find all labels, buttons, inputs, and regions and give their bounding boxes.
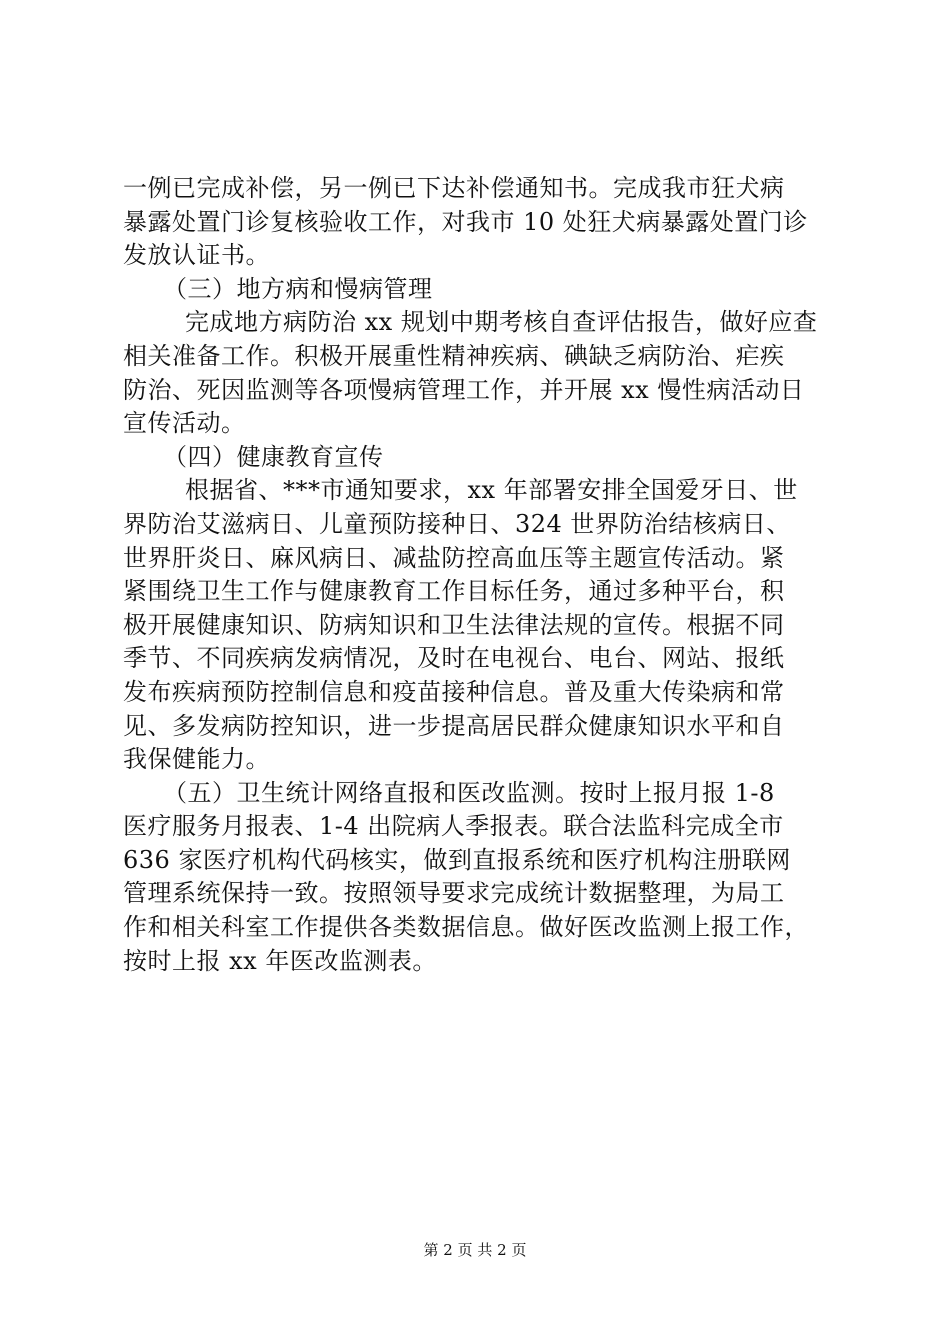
section-heading-4: （四）健康教育宣传 [163,442,384,471]
text-line-6: 相关准备工作。积极开展重性精神疾病、碘缺乏病防治、疟疾 [123,341,785,370]
text-line-16: 发布疾病预防控制信息和疫苗接种信息。普及重大传染病和常 [123,677,785,706]
text-line-1: 一例已完成补偿，另一例已下达补偿通知书。完成我市狂犬病 [123,174,785,202]
text-line-15: 季节、不同疾病发病情况，及时在电视台、电台、网站、报纸 [123,644,785,673]
document-body [123,172,833,978]
text-line-24: 按时上报 xx 年医改监测表。 [123,946,437,975]
text-line-23: 作和相关科室工作提供各类数据信息。做好医改监测上报工作， [123,913,809,942]
section-heading-5: （五）卫生统计网络直报和医改监测。按时上报月报 1-8 [163,778,775,807]
text-line-5: 完成地方病防治 xx 规划中期考核自查评估报告，做好应查 [185,308,818,337]
text-line-8: 宣传活动。 [123,409,246,438]
text-line-3: 发放认证书。 [123,241,270,270]
text-line-12: 世界肝炎日、麻风病日、减盐防控高血压等主题宣传活动。紧 [123,543,785,572]
text-line-2: 暴露处置门诊复核验收工作，对我市 10 处狂犬病暴露处置门诊 [123,207,808,236]
page-footer: 第 2 页 共 2 页 [423,1241,527,1259]
text-line-22: 管理系统保持一致。按照领导要求完成统计数据整理，为局工 [123,879,785,908]
text-line-11: 界防治艾滋病日、儿童预防接种日、324 世界防治结核病日、 [123,509,791,538]
text-line-14: 极开展健康知识、防病知识和卫生法律法规的宣传。根据不同 [123,610,785,639]
text-line-18: 我保健能力。 [123,745,270,774]
text-line-10: 根据省、***市通知要求，xx 年部署安排全国爱牙日、世 [185,476,798,505]
text-line-20: 医疗服务月报表、1-4 出院病人季报表。联合法监科完成全市 [123,812,784,841]
text-line-7: 防治、死因监测等各项慢病管理工作，并开展 xx 慢性病活动日 [123,375,805,404]
text-line-13: 紧围绕卫生工作与健康教育工作目标任务，通过多种平台，积 [123,577,785,606]
text-line-21: 636 家医疗机构代码核实，做到直报系统和医疗机构注册联网 [123,845,791,874]
section-heading-3: （三）地方病和慢病管理 [163,274,433,303]
text-line-17: 见、多发病防控知识，进一步提高居民群众健康知识水平和自 [123,711,785,740]
